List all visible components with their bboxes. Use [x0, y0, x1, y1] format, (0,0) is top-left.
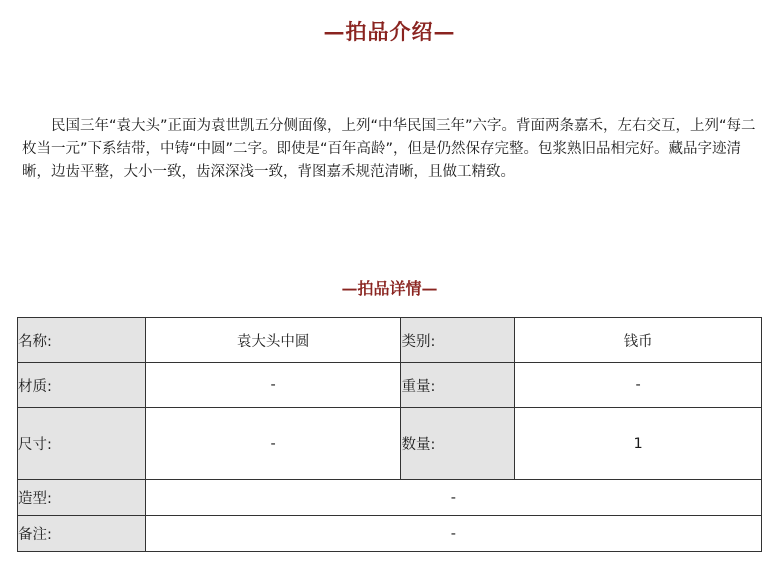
lot-description: 民国三年“袁大头”正面为袁世凯五分侧面像，上列“中华民国三年”六字。背面两条嘉禾，左右交互，上列“每二枚当一元”下系结带，中铸“中圆”二字。即使是“百年高龄”，但是仍然保存完整。包浆熟旧品相完好。藏品字迹清晰，边齿平整，大小一致，齿深深浅一致，背图嘉禾规范清晰，且做工精致。 — [22, 118, 756, 180]
size-label: 尺寸: — [18, 408, 146, 480]
remark-label: 备注: — [18, 516, 146, 552]
name-value: 袁大头中圆 — [145, 318, 401, 363]
lot-details-table — [17, 317, 762, 552]
category-label: 类别: — [401, 318, 515, 363]
remark-value: - — [145, 516, 761, 552]
table-row — [18, 480, 762, 516]
material-label: 材质: — [18, 363, 146, 408]
quantity-label: 数量: — [401, 408, 515, 480]
shape-label: 造型: — [18, 480, 146, 516]
table-row — [18, 318, 762, 363]
name-label: 名称: — [18, 318, 146, 363]
quantity-value: 1 — [515, 408, 762, 480]
table-row — [18, 408, 762, 480]
material-value: - — [145, 363, 401, 408]
shape-value: - — [145, 480, 761, 516]
weight-label: 重量: — [401, 363, 515, 408]
size-value: - — [145, 408, 401, 480]
lot-intro-title: —拍品介绍— — [323, 19, 456, 44]
category-value: 钱币 — [515, 318, 762, 363]
weight-value: - — [515, 363, 762, 408]
table-row — [18, 363, 762, 408]
table-row — [18, 516, 762, 552]
lot-details-title: —拍品详情— — [341, 279, 438, 298]
